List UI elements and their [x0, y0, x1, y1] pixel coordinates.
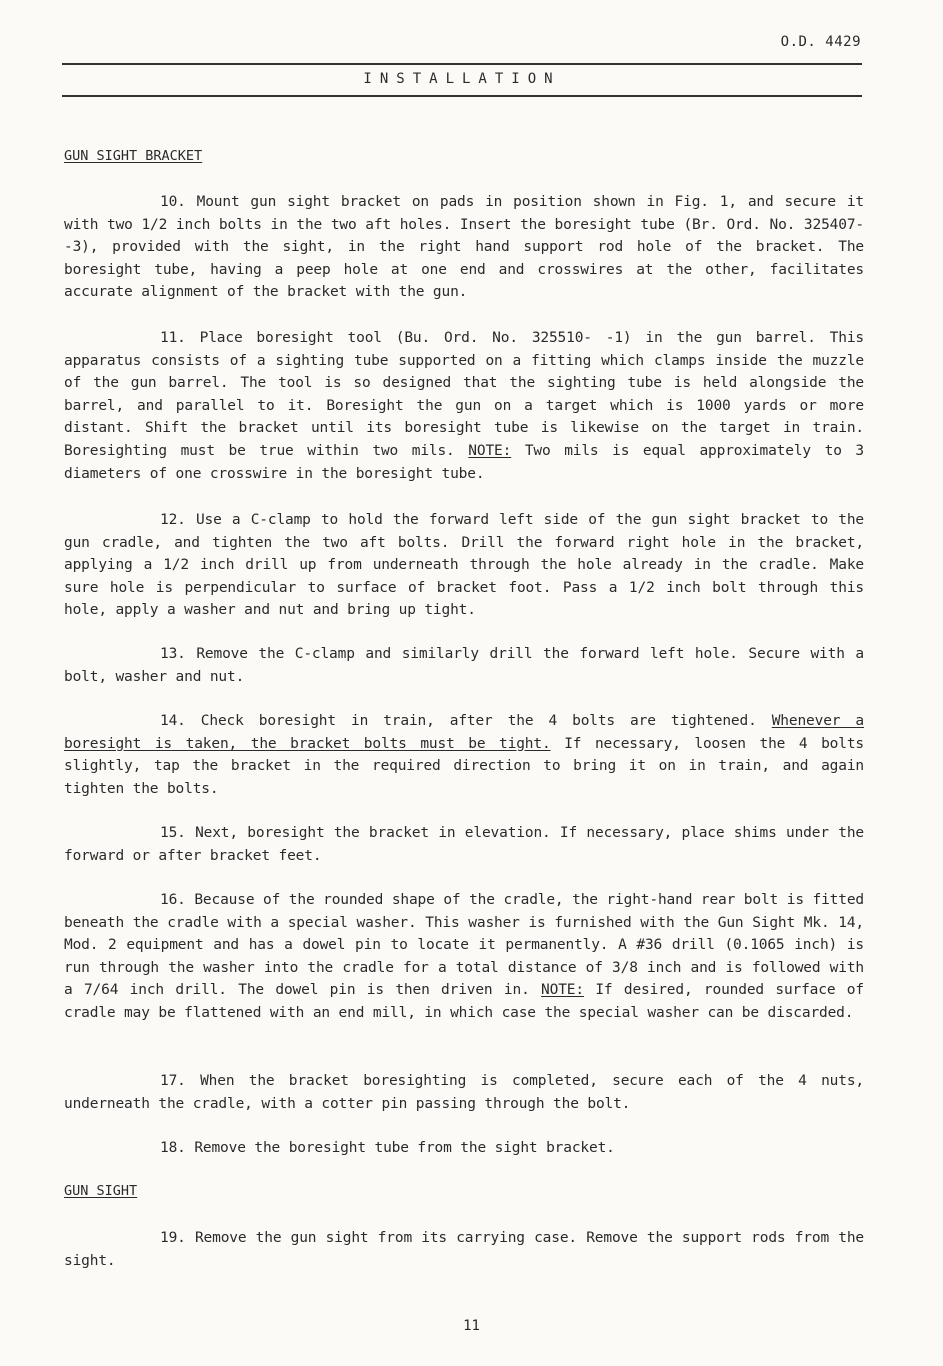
paragraph-11-text-a: 11. Place boresight tool (Bu. Ord. No. 325510- -1) in the gun barrel. This apparatus consists of a sighting tube supported on a fitting which clamps inside the muzzle of the gun barrel. The tool is so designed that the sighting tube is held alongside the barrel, and parallel to it. Boresight the gun on a target which is 1000 yards or more distant. Shift the bracket until its boresight tube is likewise on the target in train. Boresighting must be true within two mils.	[64, 330, 864, 459]
paragraph-10: 10. Mount gun sight bracket on pads in position shown in Fig. 1, and secure it with two 1/2 inch bolts in the two aft holes. Insert the boresight tube (Br. Ord. No. 325407- -3), provided with the sight, in the right hand support rod hole of the bracket. The boresight tube, having a peep hole at one end and crosswires at the other, facilitates accurate alignment of the bracket with the gun.	[64, 194, 864, 301]
paragraph-16-note-label: NOTE:	[541, 982, 584, 999]
header-rule-bottom	[62, 95, 862, 97]
subheading-gun-sight: GUN SIGHT	[64, 1183, 138, 1199]
paragraph-19: 19. Remove the gun sight from its carrying case. Remove the support rods from the sight.	[64, 1230, 864, 1269]
paragraph-14	[64, 710, 864, 800]
paragraph-13: 13. Remove the C-clamp and similarly drill the forward left hole. Secure with a bolt, washer and nut.	[64, 646, 864, 685]
section-title: INSTALLATION	[363, 71, 561, 87]
paragraph-11-text-b: Two mils is equal approximately to 3 diameters of one crosswire in the boresight tube.	[64, 442, 864, 482]
paragraph-16-text-b: If desired, rounded surface of cradle may be flattened with an end mill, in which case the special washer can be discarded.	[64, 982, 864, 1021]
paragraph-15: 15. Next, boresight the bracket in elevation. If necessary, place shims under the forward or after bracket feet.	[64, 825, 864, 864]
paragraph-11	[64, 327, 864, 485]
paragraph-17: 17. When the bracket boresighting is completed, secure each of the 4 nuts, underneath the cradle, with a cotter pin passing through the bolt.	[64, 1073, 864, 1112]
paragraph-14-text-b: If necessary, loosen the 4 bolts slightly, tap the bracket in the required direction to bring it on in train, and again tighten the bolts.	[64, 735, 864, 797]
paragraph-14-emphasis: Whenever a boresight is taken, the bracket bolts must be tight.	[64, 713, 864, 752]
paragraph-16	[64, 889, 864, 1025]
paragraph-16-text-a: 16. Because of the rounded shape of the cradle, the right-hand rear bolt is fitted beneath the cradle with a special washer. This washer is furnished with the Gun Sight Mk. 14, Mod. 2 equipment and has a dowel pin to locate it permanently. A #36 drill (0.1065 inch) is run through the washer into the cradle for a total distance of 3/8 inch and is followed with a 7/64 inch drill. The dowel pin is then driven in.	[64, 892, 864, 999]
subheading-gun-sight-bracket: GUN SIGHT BRACKET	[64, 148, 203, 164]
header-rule-top	[62, 63, 862, 65]
paragraph-14-text-a: 14. Check boresight in train, after the 4 bolts are tightened.	[160, 713, 757, 729]
paragraph-12: 12. Use a C-clamp to hold the forward left side of the gun sight bracket to the gun cradle, and tighten the two aft bolts. Drill the forward right hole in the bracket, applying a 1/2 inch drill up from underneath through the hole already in the cradle. Make sure hole is perpendicular to surface of bracket foot. Pass a 1/2 inch bolt through this hole, apply a washer and nut and bring up tight.	[64, 512, 864, 619]
page-number: 11	[463, 1318, 480, 1334]
paragraph-11-note-label: NOTE:	[468, 442, 512, 459]
document-id: O.D. 4429	[780, 34, 861, 50]
paragraph-18: 18. Remove the boresight tube from the sight bracket.	[160, 1140, 615, 1156]
